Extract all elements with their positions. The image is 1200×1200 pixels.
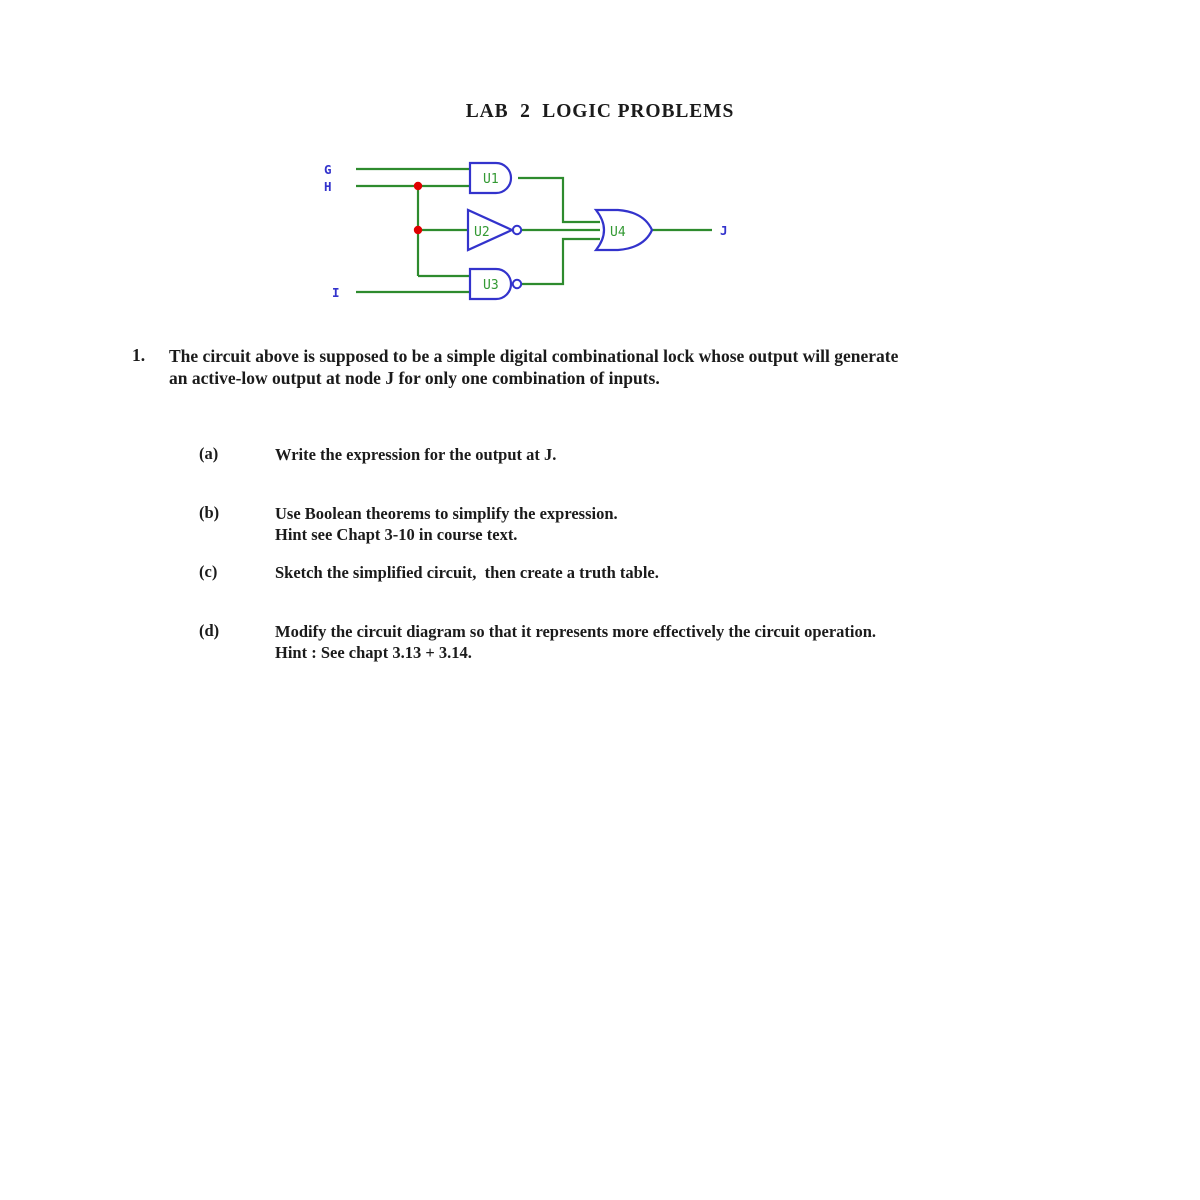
input-label-h: H: [324, 179, 332, 194]
subitem-a-line-1: Write the expression for the output at J.: [275, 445, 557, 464]
circuit-wires: [356, 169, 712, 292]
wire-u3-to-u4: [522, 239, 600, 284]
input-label-i: I: [332, 285, 340, 300]
junction-dot-h-upper: [414, 182, 422, 190]
subitem-b: [199, 503, 1159, 545]
nand-bubble-u3: [513, 280, 521, 288]
question-1-subitems: [199, 444, 1159, 663]
gate-u4-or: [596, 210, 652, 250]
question-1-number: 1.: [132, 345, 146, 365]
circuit-diagram: [300, 148, 770, 313]
subitem-b-line-2: Hint see Chapt 3-10 in course text.: [275, 525, 518, 544]
subitem-d-label: (d): [199, 621, 220, 640]
subitem-a-body: [275, 444, 1159, 465]
subitem-a: [199, 444, 1159, 465]
gate-u1-and: [470, 163, 511, 193]
question-1-line-2: an active-low output at node J for only one combination of inputs.: [169, 368, 660, 388]
question-1: [132, 345, 1132, 389]
junction-dot-h-lower: [414, 226, 422, 234]
subitem-d-line-2: Hint : See chapt 3.13 + 3.14.: [275, 643, 472, 662]
subitem-c-body: [275, 562, 1159, 583]
subitem-b-line-1: Use Boolean theorems to simplify the expression.: [275, 504, 618, 523]
wire-u1-to-u4: [518, 178, 600, 222]
question-1-line-1: The circuit above is supposed to be a simple digital combinational lock whose output will generate: [169, 346, 899, 366]
subitem-c-label: (c): [199, 562, 218, 581]
gate-u2-inverter: [468, 210, 521, 250]
subitem-b-label: (b): [199, 503, 220, 522]
gate-label-u3: U3: [483, 278, 499, 293]
gate-label-u2: U2: [474, 225, 490, 240]
output-label-j: J: [720, 223, 728, 238]
subitem-d-line-1: Modify the circuit diagram so that it represents more effectively the circuit operation.: [275, 622, 877, 641]
gate-label-u1: U1: [483, 172, 499, 187]
gate-u3-nand: [470, 269, 521, 299]
subitem-d: [199, 621, 1159, 663]
subitem-c-line-1: Sketch the simplified circuit, then create a truth table.: [275, 563, 659, 582]
gate-label-u4: U4: [610, 225, 626, 240]
subitem-c: [199, 562, 1159, 583]
page-title: LAB 2 LOGIC PROBLEMS: [465, 101, 735, 122]
input-label-g: G: [324, 162, 332, 177]
question-1-text: [169, 345, 1132, 389]
subitem-a-label: (a): [199, 444, 219, 463]
subitem-d-body: [275, 621, 1159, 663]
subitem-b-body: [275, 503, 1159, 545]
